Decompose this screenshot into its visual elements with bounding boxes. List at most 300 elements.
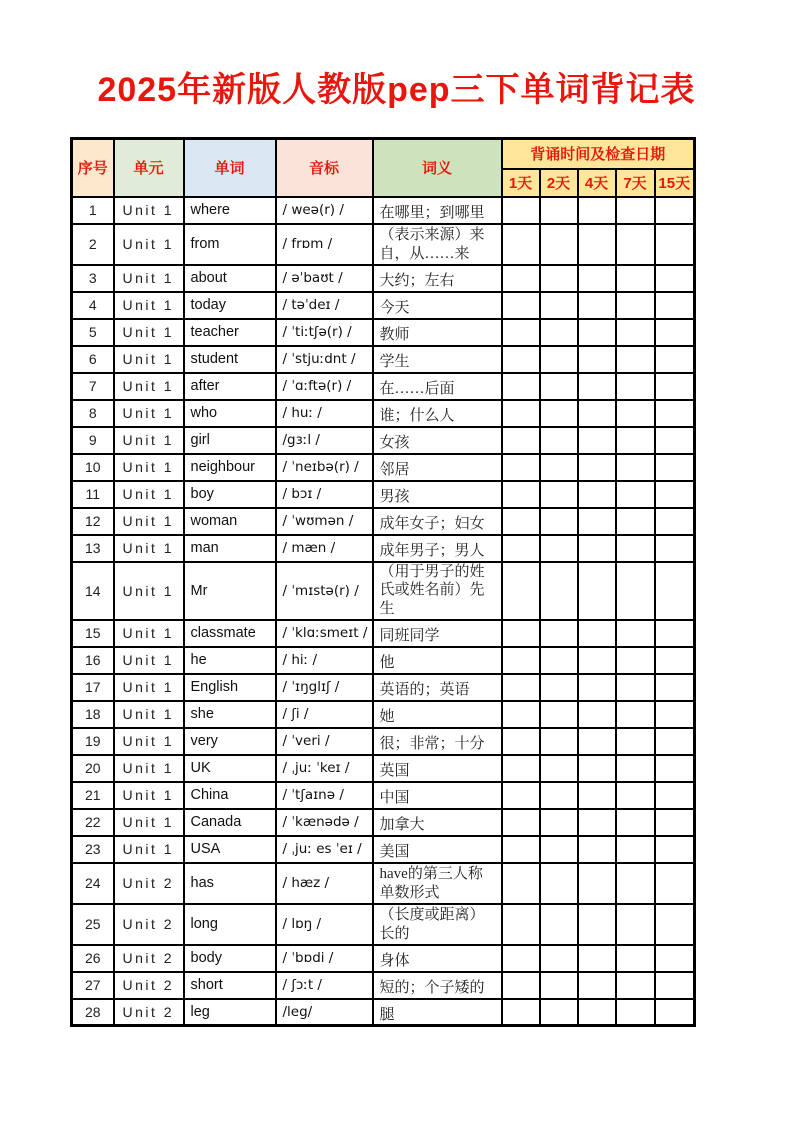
row-index-cell: 4 [72,292,114,319]
unit-cell: Unit 1 [114,562,184,620]
word-cell: China [184,782,276,809]
unit-cell: Unit 2 [114,945,184,972]
word-cell: she [184,701,276,728]
word-cell: English [184,674,276,701]
row-index-cell: 17 [72,674,114,701]
check-cell-day-15 [655,265,695,292]
meaning-cell: 邻居 [373,454,502,481]
phonetic-cell: / ˌjuː ˈkeɪ / [276,755,373,782]
word-cell: has [184,863,276,904]
check-cell-day-1 [502,454,540,481]
meaning-cell: （用于男子的姓氏或姓名前）先生 [373,562,502,620]
table-header [72,139,695,197]
check-cell-day-4 [578,400,616,427]
unit-cell: Unit 1 [114,728,184,755]
phonetic-cell: / bɔɪ / [276,481,373,508]
check-cell-day-2 [540,562,578,620]
check-cell-day-7 [616,701,655,728]
table-row [72,755,695,782]
word-cell: teacher [184,319,276,346]
phonetic-cell: / ʃi / [276,701,373,728]
check-cell-day-4 [578,373,616,400]
check-cell-day-1 [502,508,540,535]
phonetic-cell: / ˈtiːtʃə(r) / [276,319,373,346]
row-index-cell: 22 [72,809,114,836]
word-cell: he [184,647,276,674]
check-cell-day-1 [502,400,540,427]
col-header-day-2: 2天 [540,169,578,197]
check-cell-day-15 [655,373,695,400]
check-cell-day-15 [655,904,695,945]
check-cell-day-15 [655,481,695,508]
meaning-cell: 加拿大 [373,809,502,836]
check-cell-day-7 [616,755,655,782]
unit-cell: Unit 1 [114,292,184,319]
check-cell-day-4 [578,972,616,999]
check-cell-day-7 [616,863,655,904]
table-row [72,319,695,346]
word-cell: long [184,904,276,945]
table-row [72,535,695,562]
unit-cell: Unit 1 [114,265,184,292]
check-cell-day-2 [540,782,578,809]
check-cell-day-2 [540,292,578,319]
table-row [72,224,695,265]
check-cell-day-7 [616,454,655,481]
check-cell-day-15 [655,972,695,999]
check-cell-day-15 [655,508,695,535]
row-index-cell: 19 [72,728,114,755]
check-cell-day-2 [540,265,578,292]
unit-cell: Unit 1 [114,346,184,373]
unit-cell: Unit 1 [114,836,184,863]
unit-cell: Unit 1 [114,197,184,224]
phonetic-cell: / ˈneɪbə(r) / [276,454,373,481]
row-index-cell: 9 [72,427,114,454]
check-cell-day-2 [540,454,578,481]
check-cell-day-1 [502,836,540,863]
check-cell-day-2 [540,809,578,836]
meaning-cell: 学生 [373,346,502,373]
vocab-table [70,137,696,1027]
table-row [72,508,695,535]
row-index-cell: 7 [72,373,114,400]
row-index-cell: 3 [72,265,114,292]
check-cell-day-15 [655,701,695,728]
check-cell-day-4 [578,292,616,319]
check-cell-day-2 [540,481,578,508]
phonetic-cell: / huː / [276,400,373,427]
row-index-cell: 10 [72,454,114,481]
check-cell-day-7 [616,647,655,674]
check-cell-day-7 [616,427,655,454]
row-index-cell: 20 [72,755,114,782]
table-row [72,197,695,224]
table-row [72,620,695,647]
row-index-cell: 26 [72,945,114,972]
check-cell-day-2 [540,620,578,647]
table-row [72,427,695,454]
check-cell-day-7 [616,265,655,292]
word-cell: body [184,945,276,972]
check-cell-day-2 [540,647,578,674]
check-cell-day-7 [616,197,655,224]
word-cell: from [184,224,276,265]
word-cell: about [184,265,276,292]
row-index-cell: 28 [72,999,114,1026]
check-cell-day-15 [655,319,695,346]
table-row [72,346,695,373]
unit-cell: Unit 1 [114,373,184,400]
word-cell: USA [184,836,276,863]
check-cell-day-2 [540,904,578,945]
phonetic-cell: / ˈkænədə / [276,809,373,836]
row-index-cell: 16 [72,647,114,674]
word-cell: very [184,728,276,755]
check-cell-day-4 [578,809,616,836]
phonetic-cell: / əˈbaʊt / [276,265,373,292]
meaning-cell: 很；非常；十分 [373,728,502,755]
row-index-cell: 25 [72,904,114,945]
unit-cell: Unit 1 [114,647,184,674]
table-row [72,701,695,728]
table-row [72,809,695,836]
check-cell-day-15 [655,755,695,782]
check-cell-day-4 [578,197,616,224]
check-cell-day-15 [655,674,695,701]
word-cell: short [184,972,276,999]
check-cell-day-7 [616,508,655,535]
table-row [72,292,695,319]
check-cell-day-7 [616,782,655,809]
row-index-cell: 5 [72,319,114,346]
check-cell-day-1 [502,481,540,508]
phonetic-cell: / ˈɑːftə(r) / [276,373,373,400]
check-cell-day-7 [616,620,655,647]
unit-cell: Unit 1 [114,427,184,454]
check-cell-day-1 [502,809,540,836]
check-cell-day-15 [655,647,695,674]
phonetic-cell: / ˈwʊmən / [276,508,373,535]
check-cell-day-7 [616,535,655,562]
check-cell-day-4 [578,863,616,904]
table-row [72,945,695,972]
check-cell-day-15 [655,224,695,265]
row-index-cell: 18 [72,701,114,728]
row-index-cell: 1 [72,197,114,224]
unit-cell: Unit 2 [114,904,184,945]
meaning-cell: 中国 [373,782,502,809]
check-cell-day-2 [540,224,578,265]
word-cell: girl [184,427,276,454]
col-header-index: 序号 [72,139,114,197]
check-cell-day-2 [540,197,578,224]
check-cell-day-7 [616,319,655,346]
check-cell-day-4 [578,904,616,945]
check-cell-day-7 [616,945,655,972]
check-cell-day-1 [502,562,540,620]
check-cell-day-1 [502,535,540,562]
row-index-cell: 27 [72,972,114,999]
check-cell-day-7 [616,400,655,427]
unit-cell: Unit 1 [114,454,184,481]
unit-cell: Unit 1 [114,400,184,427]
table-row [72,782,695,809]
check-cell-day-1 [502,346,540,373]
word-cell: man [184,535,276,562]
meaning-cell: 今天 [373,292,502,319]
check-cell-day-1 [502,224,540,265]
meaning-cell: 她 [373,701,502,728]
table-row [72,373,695,400]
phonetic-cell: / ˈmɪstə(r) / [276,562,373,620]
word-cell: boy [184,481,276,508]
check-cell-day-4 [578,782,616,809]
check-cell-day-15 [655,945,695,972]
check-cell-day-7 [616,972,655,999]
check-cell-day-2 [540,535,578,562]
phonetic-cell: / ˌjuː es ˈeɪ / [276,836,373,863]
word-cell: who [184,400,276,427]
check-cell-day-1 [502,427,540,454]
check-cell-day-2 [540,863,578,904]
check-cell-day-15 [655,999,695,1026]
phonetic-cell: /leg/ [276,999,373,1026]
check-cell-day-15 [655,728,695,755]
check-cell-day-2 [540,373,578,400]
check-cell-day-7 [616,481,655,508]
check-cell-day-4 [578,755,616,782]
meaning-cell: 女孩 [373,427,502,454]
table-row [72,674,695,701]
phonetic-cell: / ˈveri / [276,728,373,755]
row-index-cell: 6 [72,346,114,373]
word-cell: UK [184,755,276,782]
check-cell-day-4 [578,728,616,755]
word-cell: neighbour [184,454,276,481]
check-cell-day-2 [540,508,578,535]
check-cell-day-15 [655,836,695,863]
check-cell-day-1 [502,265,540,292]
row-index-cell: 21 [72,782,114,809]
check-cell-day-1 [502,620,540,647]
row-index-cell: 24 [72,863,114,904]
check-cell-day-15 [655,427,695,454]
check-cell-day-4 [578,620,616,647]
check-cell-day-1 [502,701,540,728]
check-cell-day-15 [655,454,695,481]
check-cell-day-1 [502,782,540,809]
word-cell: classmate [184,620,276,647]
table-row [72,972,695,999]
meaning-cell: 男孩 [373,481,502,508]
check-cell-day-4 [578,945,616,972]
phonetic-cell: / ˈklɑːsmeɪt / [276,620,373,647]
row-index-cell: 14 [72,562,114,620]
unit-cell: Unit 1 [114,620,184,647]
row-index-cell: 15 [72,620,114,647]
phonetic-cell: / weə(r) / [276,197,373,224]
meaning-cell: 身体 [373,945,502,972]
meaning-cell: 教师 [373,319,502,346]
check-cell-day-4 [578,454,616,481]
row-index-cell: 13 [72,535,114,562]
meaning-cell: 成年女子；妇女 [373,508,502,535]
meaning-cell: （长度或距离）长的 [373,904,502,945]
check-cell-day-7 [616,346,655,373]
unit-cell: Unit 1 [114,809,184,836]
phonetic-cell: / hæz / [276,863,373,904]
word-cell: Canada [184,809,276,836]
check-cell-day-2 [540,400,578,427]
check-cell-day-15 [655,197,695,224]
check-cell-day-15 [655,346,695,373]
check-cell-day-4 [578,535,616,562]
table-row [72,863,695,904]
phonetic-cell: / frɒm / [276,224,373,265]
meaning-cell: 短的；个子矮的 [373,972,502,999]
check-cell-day-2 [540,728,578,755]
check-cell-day-4 [578,481,616,508]
meaning-cell: 英语的；英语 [373,674,502,701]
unit-cell: Unit 1 [114,755,184,782]
check-cell-day-2 [540,836,578,863]
check-cell-day-1 [502,728,540,755]
unit-cell: Unit 2 [114,999,184,1026]
table-row [72,481,695,508]
row-index-cell: 12 [72,508,114,535]
check-cell-day-4 [578,346,616,373]
meaning-cell: 在哪里；到哪里 [373,197,502,224]
meaning-cell: 他 [373,647,502,674]
check-cell-day-15 [655,863,695,904]
check-cell-day-4 [578,224,616,265]
col-header-day-7: 7天 [616,169,655,197]
meaning-cell: 在……后面 [373,373,502,400]
unit-cell: Unit 1 [114,508,184,535]
meaning-cell: 英国 [373,755,502,782]
meaning-cell: 腿 [373,999,502,1026]
check-cell-day-2 [540,319,578,346]
unit-cell: Unit 1 [114,535,184,562]
check-cell-day-4 [578,427,616,454]
worksheet-page [0,62,793,1122]
word-cell: where [184,197,276,224]
check-cell-day-4 [578,647,616,674]
phonetic-cell: / təˈdeɪ / [276,292,373,319]
check-cell-day-2 [540,701,578,728]
table-row [72,836,695,863]
table-body [72,197,695,1026]
table-row [72,728,695,755]
check-cell-day-15 [655,535,695,562]
word-cell: leg [184,999,276,1026]
check-cell-day-7 [616,999,655,1026]
check-cell-day-15 [655,562,695,620]
phonetic-cell: / ˈtʃaɪnə / [276,782,373,809]
table-row [72,454,695,481]
check-cell-day-7 [616,809,655,836]
col-header-unit: 单元 [114,139,184,197]
word-cell: today [184,292,276,319]
check-cell-day-1 [502,863,540,904]
check-cell-day-2 [540,346,578,373]
unit-cell: Unit 1 [114,224,184,265]
unit-cell: Unit 1 [114,782,184,809]
meaning-cell: 成年男子；男人 [373,535,502,562]
check-cell-day-4 [578,999,616,1026]
meaning-cell: （表示来源）来自，从……来 [373,224,502,265]
check-cell-day-2 [540,427,578,454]
phonetic-cell: / lɒŋ / [276,904,373,945]
table-row [72,904,695,945]
meaning-cell: 谁；什么人 [373,400,502,427]
check-cell-day-2 [540,945,578,972]
check-cell-day-1 [502,999,540,1026]
check-cell-day-7 [616,562,655,620]
table-row [72,999,695,1026]
phonetic-cell: / ˈbɒdi / [276,945,373,972]
check-cell-day-1 [502,945,540,972]
col-header-day-4: 4天 [578,169,616,197]
check-cell-day-15 [655,292,695,319]
row-index-cell: 8 [72,400,114,427]
meaning-cell: have的第三人称单数形式 [373,863,502,904]
check-cell-day-2 [540,972,578,999]
meaning-cell: 美国 [373,836,502,863]
phonetic-cell: /gɜːl / [276,427,373,454]
check-cell-day-4 [578,265,616,292]
check-cell-day-7 [616,292,655,319]
check-cell-day-1 [502,904,540,945]
unit-cell: Unit 1 [114,701,184,728]
phonetic-cell: / mæn / [276,535,373,562]
table-row [72,647,695,674]
check-cell-day-1 [502,674,540,701]
col-header-day-1: 1天 [502,169,540,197]
check-cell-day-7 [616,674,655,701]
header-row-main [72,139,695,169]
check-cell-day-15 [655,400,695,427]
check-cell-day-15 [655,620,695,647]
unit-cell: Unit 2 [114,863,184,904]
phonetic-cell: / ˈɪŋglɪʃ / [276,674,373,701]
check-cell-day-15 [655,809,695,836]
row-index-cell: 11 [72,481,114,508]
meaning-cell: 大约；左右 [373,265,502,292]
row-index-cell: 23 [72,836,114,863]
check-cell-day-1 [502,197,540,224]
row-index-cell: 2 [72,224,114,265]
unit-cell: Unit 1 [114,481,184,508]
col-header-word: 单词 [184,139,276,197]
check-cell-day-7 [616,373,655,400]
check-cell-day-1 [502,755,540,782]
table-row [72,400,695,427]
col-header-schedule: 背诵时间及检查日期 [502,139,695,169]
phonetic-cell: / ˈstjuːdnt / [276,346,373,373]
check-cell-day-4 [578,701,616,728]
check-cell-day-7 [616,224,655,265]
meaning-cell: 同班同学 [373,620,502,647]
word-cell: after [184,373,276,400]
unit-cell: Unit 2 [114,972,184,999]
word-cell: student [184,346,276,373]
check-cell-day-7 [616,836,655,863]
check-cell-day-1 [502,972,540,999]
col-header-day-15: 15天 [655,169,695,197]
col-header-meaning: 词义 [373,139,502,197]
